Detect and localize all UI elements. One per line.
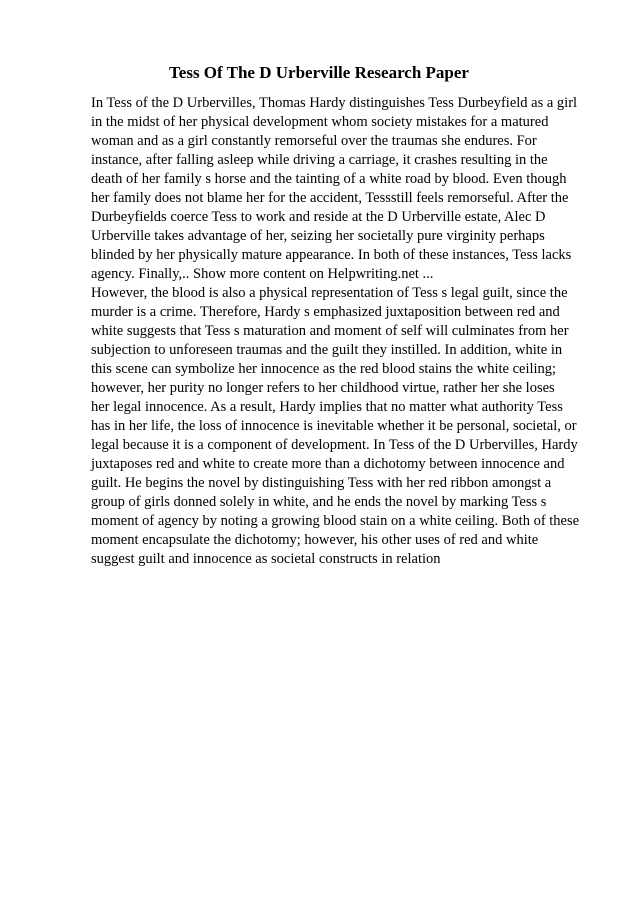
text-line: instance, after falling asleep while driving a carriage, it crashes resulting in the [91,152,548,168]
text-line: group of girls donned solely in white, and he ends the novel by marking Tess s [91,494,547,510]
text-line: in the midst of her physical development whom society mistakes for a matured [91,114,549,130]
text-line: has in her life, the loss of innocence is inevitable whether it be personal, societal, or [91,418,577,434]
text-line: death of her family s horse and the tainting of a white road by blood. Even though [91,171,567,187]
text-line: legal because it is a component of development. In Tess of the D Urbervilles, Hardy [91,437,578,453]
text-line: suggest guilt and innocence as societal constructs in relation [91,551,441,567]
text-line: however, her purity no longer refers to her childhood virtue, rather her she loses [91,380,555,396]
paragraph-2 [91,284,591,569]
text-line: her legal innocence. As a result, Hardy implies that no matter what authority Tess [91,399,563,415]
text-line: her family does not blame her for the accident, Tessstill feels remorseful. After the [91,190,569,206]
text-line: However, the blood is also a physical representation of Tess s legal guilt, since the [91,285,568,301]
text-line: guilt. He begins the novel by distinguishing Tess with her red ribbon amongst a [91,475,552,491]
text-line: subjection to unforeseen traumas and the guilt they instilled. In addition, white in [91,342,563,358]
document-title: Tess Of The D Urberville Research Paper [169,63,469,82]
text-line: moment of agency by noting a growing blood stain on a white ceiling. Both of these [91,513,580,529]
text-line: blinded by her physically mature appearance. In both of these instances, Tess lacks [91,247,572,263]
text-line: Urberville takes advantage of her, seizing her societally pure virginity perhaps [91,228,545,244]
text-line: In Tess of the D Urbervilles, Thomas Hardy distinguishes Tess Durbeyfield as a girl [91,95,578,111]
document-body [91,94,591,569]
paragraph-1 [91,94,591,284]
text-line: juxtaposes red and white to create more than a dichotomy between innocence and [91,456,565,472]
text-line: moment encapsulate the dichotomy; however, his other uses of red and white [91,532,539,548]
show-more-line: agency. Finally,.. Show more content on Helpwriting.net ... [91,266,434,282]
text-line: Durbeyfields coerce Tess to work and reside at the D Urberville estate, Alec D [91,209,546,225]
text-line: white suggests that Tess s maturation and moment of self will culminates from her [91,323,569,339]
text-line: this scene can symbolize her innocence as the red blood stains the white ceiling; [91,361,557,377]
text-line: woman and as a girl constantly remorseful over the traumas she endures. For [91,133,537,149]
text-line: murder is a crime. Therefore, Hardy s emphasized juxtaposition between red and [91,304,560,320]
